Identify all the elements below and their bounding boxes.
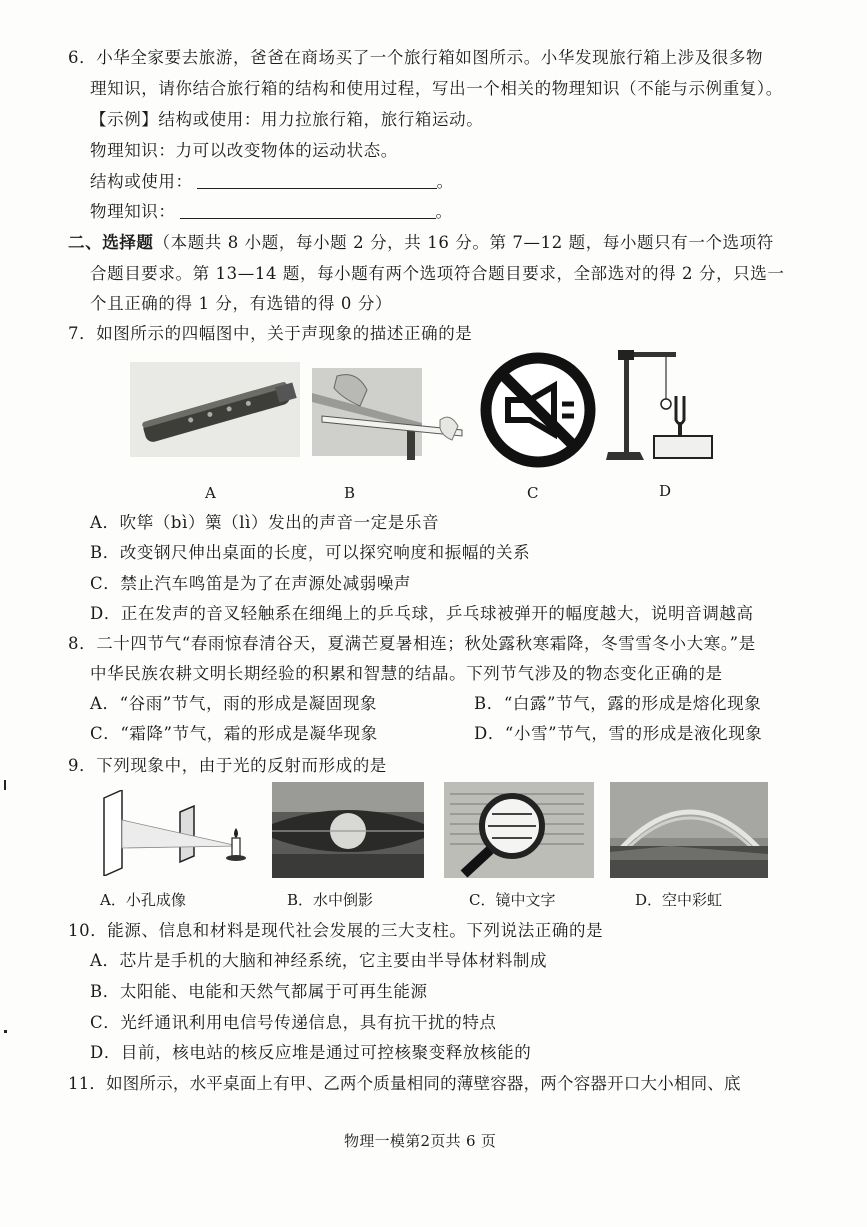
q10-option-d: D．目前，核电站的核反应堆是通过可控核聚变释放核能的 [90, 1043, 532, 1062]
q6-line-2: 理知识，请你结合旅行箱的结构和使用过程，写出一个相关的物理知识（不能与示例重复）。 [90, 79, 783, 98]
q6-structure-label: 结构或使用： [90, 172, 193, 191]
scan-mark [4, 780, 6, 790]
q7-option-d: D．正在发声的音叉轻触系在细绳上的乒乓球，乒乓球被弹开的幅度越大，说明音调越高 [90, 604, 754, 623]
q8-option-b: B．“白露”节气，露的形成是熔化现象 [474, 694, 762, 713]
q7-figure-label-d: D [659, 482, 672, 500]
q6-knowledge-answer-blank[interactable] [180, 202, 436, 219]
q7-option-a: A．吹筚（bì）篥（lì）发出的声音一定是乐音 [90, 513, 440, 532]
q6-knowledge-label: 物理知识： [90, 202, 176, 221]
q9-caption-d: D．空中彩虹 [635, 891, 723, 909]
q9-stem: 9．下列现象中，由于光的反射而形成的是 [68, 756, 387, 775]
q10-option-b: B．太阳能、电能和天然气都属于可再生能源 [90, 982, 428, 1001]
pinhole-imaging-image [98, 790, 256, 876]
q6-structure-line [90, 171, 454, 193]
q6-example-knowledge: 物理知识：力可以改变物体的运动状态。 [90, 141, 398, 160]
q8-line-2: 中华民族农耕文明长期经验的积累和智慧的结晶。下列节气涉及的物态变化正确的是 [90, 664, 723, 683]
q7-option-b: B．改变钢尺伸出桌面的长度，可以探究响度和振幅的关系 [90, 543, 531, 562]
q6-example: 【示例】结构或使用：用力拉旅行箱，旅行箱运动。 [90, 110, 484, 129]
section2-line-1 [68, 232, 774, 254]
q9-caption-c: C．镜中文字 [469, 891, 556, 909]
q7-option-c: C．禁止汽车鸣笛是为了在声源处减弱噪声 [90, 574, 412, 593]
q8-line-1: 8．二十四节气“春雨惊春清谷天，夏满芒夏暑相连；秋处露秋寒霜降，冬雪雪冬小大寒。”是 [68, 634, 756, 653]
q7-stem: 7．如图所示的四幅图中，关于声现象的描述正确的是 [68, 324, 473, 343]
q6-line-1: 6．小华全家要去旅游，爸爸在商场买了一个旅行箱如图所示。小华发现旅行箱上涉及很多物 [68, 48, 764, 67]
q9-caption-b: B．水中倒影 [287, 891, 374, 909]
section2-line-2: 合题目要求。第 13—14 题，每小题有两个选项符合题目要求，全部选对的得 2 分，只选一 [90, 264, 785, 283]
section2-instructions-1: （本题共 8 小题，每小题 2 分，共 16 分。第 7—12 题，每小题只有一个选项符 [153, 233, 774, 252]
bili-instrument-image [130, 362, 300, 457]
water-reflection-image [272, 782, 424, 878]
section2-line-3: 个且正确的得 1 分，有选错的得 0 分） [90, 294, 393, 313]
no-honking-sign-icon [478, 352, 598, 468]
q6-structure-answer-blank[interactable] [197, 172, 437, 189]
page-footer: 物理一模第2页共 6 页 [344, 1132, 497, 1150]
q10-option-a: A．芯片是手机的大脑和神经系统，它主要由半导体材料制成 [90, 951, 548, 970]
magnifier-text-image [444, 782, 594, 878]
q8-option-c: C．“霜降”节气，霜的形成是凝华现象 [90, 724, 378, 743]
q8-option-d: D．“小雪”节气，雪的形成是液化现象 [474, 724, 763, 743]
q9-caption-a: A．小孔成像 [100, 891, 186, 909]
scan-mark [4, 1030, 7, 1033]
q10-option-c: C．光纤通讯利用电信号传递信息，具有抗干扰的特点 [90, 1013, 497, 1032]
rainbow-sky-image [610, 782, 768, 878]
q10-stem: 10．能源、信息和材料是现代社会发展的三大支柱。下列说法正确的是 [68, 921, 604, 940]
section2-heading: 二、选择题 [68, 233, 154, 252]
q6-structure-end: 。 [436, 172, 454, 191]
q7-figure-label-b: B [344, 484, 356, 502]
tuning-fork-pingpong-image [604, 348, 716, 466]
q6-knowledge-end: 。 [435, 202, 453, 221]
q6-knowledge-line [90, 201, 453, 223]
q7-figure-label-a: A [205, 484, 216, 502]
q7-figure-label-c: C [527, 484, 539, 502]
q8-option-a: A．“谷雨”节气，雨的形成是凝固现象 [90, 694, 378, 713]
steel-ruler-table-image [312, 368, 472, 460]
q11-line-1: 11．如图所示，水平桌面上有甲、乙两个质量相同的薄壁容器，两个容器开口大小相同、底 [68, 1074, 741, 1093]
